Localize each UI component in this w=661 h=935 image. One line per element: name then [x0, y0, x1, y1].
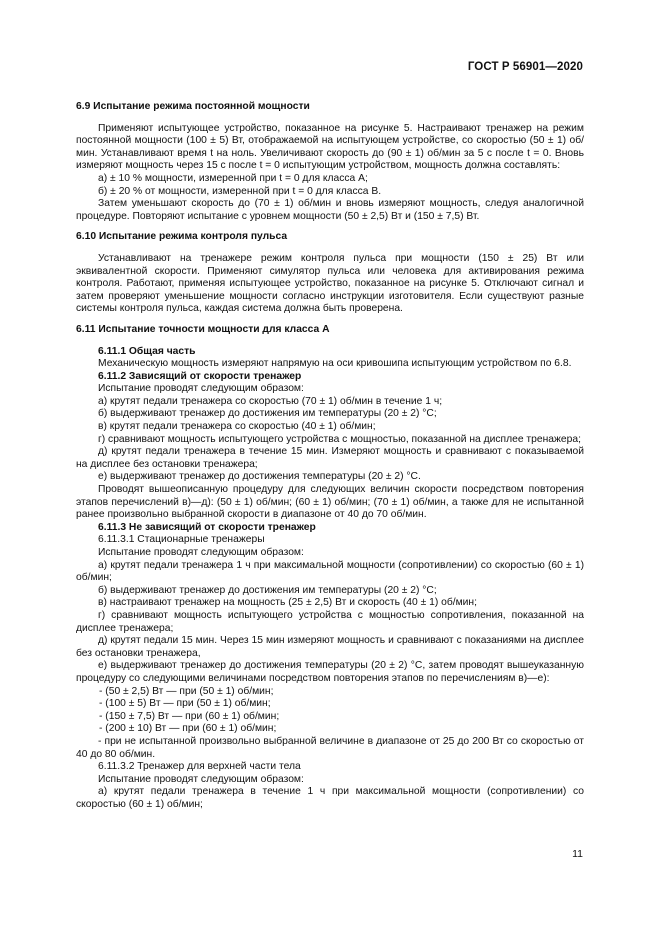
paragraph: Затем уменьшают скорость до (70 ± 1) об/мин и вновь измеряют мощность, следуя аналогичной процедуре. Повторяют испытание с уровнем мощности (50 ± 2,5) Вт и (150 ± 7,5) Вт. — [76, 198, 584, 222]
paragraph: Испытание проводят следующим образом: — [98, 547, 304, 558]
list-item: д) крутят педали 15 мин. Через 15 мин измеряют мощность и сравнивают с показаниями на дисплее без остановки тренажера, — [76, 635, 584, 659]
subsection-title-6-11-3-1: 6.11.3.1 Стационарные тренажеры — [98, 534, 265, 546]
list-item: б) выдерживают тренажер до достижения им температуры (20 ± 2) °С; — [98, 408, 437, 420]
page-number: 11 — [572, 848, 583, 860]
subsection-heading-6-11-1: 6.11.1 Общая часть — [98, 345, 196, 357]
section-heading-6-9: 6.9 Испытание режима постоянной мощности — [76, 101, 310, 112]
paragraph: Проводят вышеописанную процедуру для следующих величин скорости посредством повторения этапов перечислений в)—д): (50 ± 1) об/мин; (60 ± 1) об/мин; (70 ± 1) об/мин, а также для не испытанной ранее произвольно выбранной скорости в диапазоне от 40 до 70 об/мин. — [76, 484, 584, 521]
list-item: г) сравнивают мощность испытующего устройства с мощностью, показанной на дисплее тренажера; — [98, 433, 581, 445]
list-item: а) крутят педали тренажера в течение 1 ч при максимальной мощности (сопротивлении) со скоростью (60 ± 1) об/мин; — [76, 786, 584, 810]
list-item: а) крутят педали тренажера 1 ч при максимальной мощности (сопротивлении) со скоростью (60 ± 1) об/мин; — [76, 559, 584, 584]
list-item: а) ± 10 % мощности, измеренной при t = 0 для класса А; — [98, 172, 368, 184]
section-heading-6-10: 6.10 Испытание режима контроля пульса — [76, 231, 288, 243]
subsection-heading-6-11-2: 6.11.2 Зависящий от скорости тренажер — [98, 370, 302, 382]
paragraph: Устанавливают на тренажере режим контроля пульса при мощности (150 ± 25) Вт или эквивалентной скорости. Применяют симулятор пульса или человека для активирования режима контроля. Работают, применяя испытующее устройство, показанное на рисунке 5. Отключают сигнал и затем проверяют уменьшение мощности согласно инструкции изготовителя. Если существуют разные системы контроля пульса, каждая система должна быть проверена. — [76, 252, 584, 315]
paragraph: Механическую мощность измеряют напрямую на оси кривошипа испытующим устройством по 6.8. — [98, 358, 572, 370]
subsection-title-6-11-3-2: 6.11.3.2 Тренажер для верхней части тела — [98, 761, 301, 773]
list-item: е) выдерживают тренажер до достижения температуры (20 ± 2) °С. — [98, 471, 421, 483]
dash-item: - (150 ± 7,5) Вт — при (60 ± 1) об/мин; — [99, 710, 280, 722]
paragraph: Испытание проводят следующим образом: — [98, 773, 304, 785]
paragraph: Испытание проводят следующим образом: — [98, 383, 304, 395]
subsection-heading-6-11-3: 6.11.3 Не зависящий от скорости тренажер — [98, 521, 316, 533]
list-item: е) выдерживают тренажер до достижения температуры (20 ± 2) °С, затем проводят вышеуказанную процедуру со следующими величинами посредством повторения этапов по перечислениям в)—е): — [76, 660, 584, 684]
list-item: в) крутят педали тренажера со скоростью (40 ± 1) об/мин; — [98, 421, 376, 433]
dash-item: - (50 ± 2,5) Вт — при (50 ± 1) об/мин; — [99, 685, 274, 697]
dash-item: - (200 ± 10) Вт — при (60 ± 1) об/мин; — [99, 723, 277, 735]
list-item: а) крутят педали тренажера со скоростью (70 ± 1) об/мин в течение 1 ч; — [98, 395, 443, 407]
list-item: в) настраивают тренажер на мощность (25 ± 2,5) Вт и скорость (40 ± 1) об/мин; — [98, 597, 477, 609]
list-item: б) ± 20 % от мощности, измеренной при t = 0 для класса В. — [98, 185, 382, 197]
section-heading-6-11: 6.11 Испытание точности мощности для класса А — [76, 323, 330, 335]
document-body — [76, 93, 584, 811]
paragraph: Применяют испытующее устройство, показанное на рисунке 5. Настраивают тренажер на режим постоянной мощности (100 ± 5) Вт, отображаемой на испытующем устройстве, со скоростью (50 ± 1) об/мин. Устанавливают время t на ноль. Увеличивают скорость до (90 ± 1) об/мин за 5 с после t = 0. Вновь измеряют мощность через 15 с после t = 0 испытующим устройством, мощность должна составлять: — [76, 122, 584, 172]
dash-item: - (100 ± 5) Вт — при (50 ± 1) об/мин; — [99, 698, 271, 710]
document-code: ГОСТ Р 56901—2020 — [467, 61, 583, 73]
list-item: г) сравнивают мощность испытующего устройства с мощностью сопротивления, показанной на дисплее тренажера; — [76, 609, 584, 634]
list-item: д) крутят педали тренажера в течение 15 мин. Измеряют мощность и сравнивают с показываемой на дисплее без остановки тренажера; — [76, 446, 584, 470]
list-item: б) выдерживают тренажер до достижения им температуры (20 ± 2) °С; — [98, 584, 437, 596]
dash-item: - при не испытанной произвольно выбранной величине в диапазоне от 25 до 200 Вт со скоростью от 40 до 80 об/мин. — [76, 735, 584, 760]
